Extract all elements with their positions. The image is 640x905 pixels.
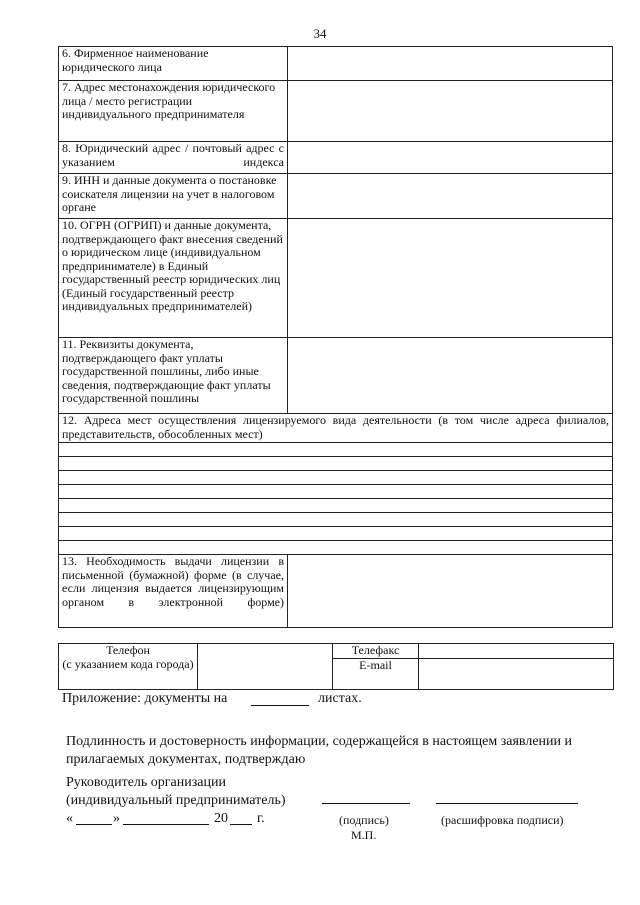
row-11-value[interactable]: [288, 338, 613, 414]
address-line: [59, 443, 613, 457]
address-line: [59, 527, 613, 541]
address-line-cell[interactable]: [59, 499, 613, 513]
fax-value[interactable]: [419, 644, 614, 659]
page-number: 34: [313, 26, 327, 41]
table-row: [59, 174, 613, 219]
date-open-quote: «: [66, 811, 73, 826]
application-form-table: [58, 46, 613, 628]
date-month-field[interactable]: [123, 824, 209, 825]
appendix-sheets-field[interactable]: [251, 705, 309, 706]
address-line: [59, 513, 613, 527]
row-6-value[interactable]: [288, 47, 613, 81]
signature-field[interactable]: [322, 803, 410, 804]
row-8-value[interactable]: [288, 142, 613, 174]
phone-note: (с указанием кода города): [62, 656, 194, 671]
address-line-cell[interactable]: [59, 443, 613, 457]
row-7-value[interactable]: [288, 81, 613, 142]
date-year-prefix: 20: [214, 811, 228, 826]
authenticity-statement: Подлинность и достоверность информации, содержащейся в настоящем заявлении и прилагаемых документах, подтверждаю: [66, 734, 573, 767]
address-line-cell[interactable]: [59, 457, 613, 471]
table-row: [59, 555, 613, 628]
appendix-prefix: Приложение: документы на: [62, 691, 228, 706]
address-line-cell[interactable]: [59, 485, 613, 499]
table-row: [59, 142, 613, 174]
row-10-value[interactable]: [288, 219, 613, 338]
row-9-value[interactable]: [288, 174, 613, 219]
appendix-suffix: листах.: [318, 691, 362, 706]
fax-label: Телефакс: [333, 644, 419, 659]
table-row: [59, 47, 613, 81]
email-label: E-mail: [333, 659, 419, 690]
address-line: [59, 471, 613, 485]
phone-value[interactable]: [198, 644, 333, 690]
row-13-label: 13. Необходимость выдачи лицензии в письменной (бумажной) форме (в случае, если лицензия выдается лицензирующим органом в электронной форме): [59, 555, 288, 628]
address-line: [59, 485, 613, 499]
date-year-suffix: г.: [257, 811, 265, 826]
address-line: [59, 499, 613, 513]
address-line-cell[interactable]: [59, 527, 613, 541]
address-line-cell[interactable]: [59, 471, 613, 485]
date-day-field[interactable]: [76, 824, 112, 825]
address-line-cell[interactable]: [59, 513, 613, 527]
phone-label: Телефон: [106, 643, 150, 657]
email-value[interactable]: [419, 659, 614, 690]
head-title-line1: Руководитель организации: [66, 775, 226, 790]
row-11-label: 11. Реквизиты документа, подтверждающего факт уплаты государственной пошлины, либо иные сведения, подтверждающие факт уплаты государственной пошлины: [59, 338, 288, 414]
address-line-cell[interactable]: [59, 541, 613, 555]
stamp-mark: М.П.: [351, 828, 377, 842]
contact-table: [58, 643, 614, 690]
row-6-label: 6. Фирменное наименование юридического лица: [59, 47, 288, 81]
signature-decode-field[interactable]: [436, 803, 578, 804]
row-13-value[interactable]: [288, 555, 613, 628]
date-year-field[interactable]: [230, 824, 252, 825]
row-8-label: 8. Юридический адрес / почтовый адрес с указанием индекса: [59, 142, 288, 174]
row-12-label: 12. Адреса мест осуществления лицензируемого вида деятельности (в том числе адреса филиалов, представительств, обособленных мест): [59, 414, 613, 443]
signature-decode-caption: (расшифровка подписи): [441, 813, 564, 827]
row-7-label: 7. Адрес местонахождения юридического лица / место регистрации индивидуального предпринимателя: [59, 81, 288, 142]
table-row: [59, 219, 613, 338]
date-close-quote: »: [113, 811, 120, 826]
row-9-label: 9. ИНН и данные документа о постановке соискателя лицензии на учет в налоговом органе: [59, 174, 288, 219]
table-row: [59, 414, 613, 443]
address-line: [59, 541, 613, 555]
phone-label-cell: [59, 644, 198, 690]
row-10-label: 10. ОГРН (ОГРИП) и данные документа, подтверждающего факт внесения сведений о юридическом лице (индивидуальном предпринимателе) в Единый государственный реестр юридических лиц (Единый государственный реестр индивидуальных предпринимателей): [59, 219, 288, 338]
table-row: [59, 81, 613, 142]
signature-caption: (подпись): [339, 813, 389, 827]
address-line: [59, 457, 613, 471]
table-row: [59, 644, 614, 659]
head-title-line2: (индивидуальный предприниматель): [66, 793, 286, 808]
table-row: [59, 338, 613, 414]
